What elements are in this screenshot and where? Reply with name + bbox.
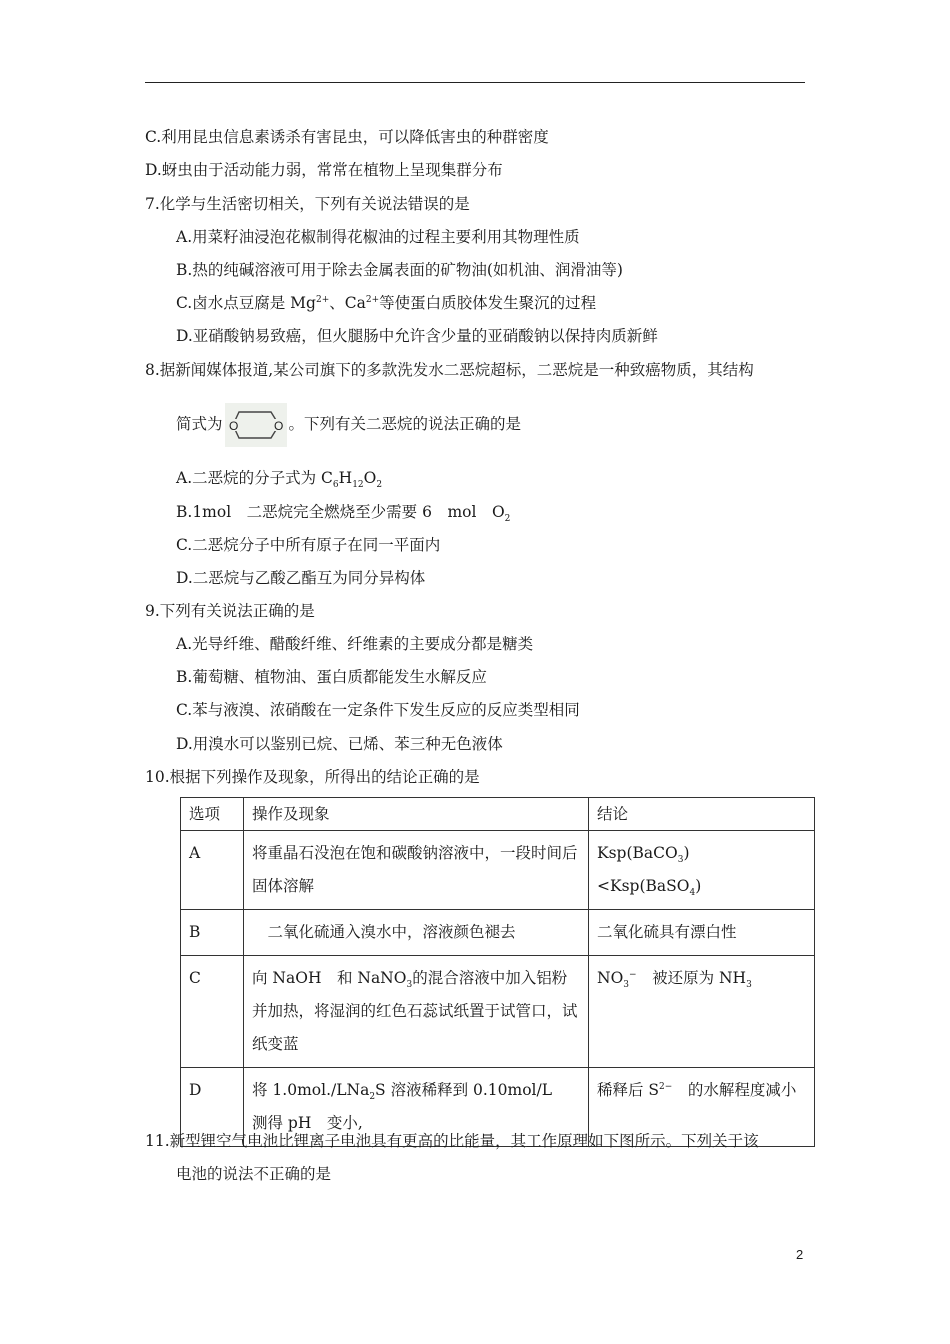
text: B.1mol 二恶烷完全燃烧至少需要 6 mol O xyxy=(176,503,505,521)
ring-oxygen-right: O xyxy=(273,419,283,433)
subscript: 2 xyxy=(376,480,383,491)
subscript: 4 xyxy=(689,888,696,899)
text-line: D.蚜虫由于活动能力弱，常常在植物上呈现集群分布 xyxy=(145,161,503,179)
text: ) xyxy=(695,877,702,895)
option-7d: D.亚硝酸钠易致癌，但火腿肠中允许含少量的亚硝酸钠以保持肉质新鲜 xyxy=(176,327,658,345)
table-row xyxy=(181,910,815,956)
page-number: 2 xyxy=(796,1247,804,1262)
superscript: 2+ xyxy=(315,294,330,305)
text: 等使蛋白质胶体发生聚沉的过程 xyxy=(379,294,597,312)
text: Ksp(BaCO xyxy=(597,844,678,862)
operation-cell: 二氧化硫通入溴水中，溶液颜色褪去 xyxy=(244,910,589,956)
operation-cell: 将重晶石没泡在饱和碳酸钠溶液中，一段时间后固体溶解 xyxy=(244,831,589,910)
question-10: 10.根据下列操作及现象，所得出的结论正确的是 xyxy=(145,768,480,786)
table-row xyxy=(181,831,815,910)
option-9d: D.用溴水可以鉴别已烷、已烯、苯三种无色液体 xyxy=(176,735,503,753)
question-8: 8.据新闻媒体报道,某公司旗下的多款洗发水二恶烷超标，二恶烷是一种致癌物质，其结构 xyxy=(145,361,754,379)
text: C.卤水点豆腐是 Mg xyxy=(176,294,316,312)
table-header-cell: 结论 xyxy=(589,798,815,831)
option-7b: B.热的纯碱溶液可用于除去金属表面的矿物油(如机油、润滑油等) xyxy=(176,261,623,279)
subscript: 6 xyxy=(332,480,339,491)
subscript: 3 xyxy=(406,980,413,991)
subscript: 3 xyxy=(746,980,752,991)
table-header-cell: 操作及现象 xyxy=(244,798,589,831)
question-11: 11.新型锂空气电池比锂离子电池具有更高的比能量，其工作原理如下图所示。下列关于该 xyxy=(145,1132,759,1150)
text: 将 1.0mol./LNa xyxy=(252,1081,370,1099)
conclusion-cell: 二氧化硫具有漂白性 xyxy=(589,910,815,956)
option-7a: A.用菜籽油浸泡花椒制得花椒油的过程主要利用其物理性质 xyxy=(176,228,580,246)
subscript: 12 xyxy=(352,480,364,491)
text: 的混合溶液中加入铝粉并加热，将湿润的红色石蕊试纸置于试管口，试纸变蓝 xyxy=(252,969,578,1053)
option-9a: A.光导纤维、醋酸纤维、纤维素的主要成分都是糖类 xyxy=(176,635,534,653)
text: NO xyxy=(597,969,624,987)
text: ) <Ksp(BaSO xyxy=(597,844,706,895)
subscript: 3 xyxy=(677,855,684,866)
text: O xyxy=(363,469,377,487)
question-8-structure-line xyxy=(176,402,521,447)
text: 。下列有关二恶烷的说法正确的是 xyxy=(288,415,522,433)
option-9b: B.葡萄糖、植物油、蛋白质都能发生水解反应 xyxy=(176,668,487,686)
option-8d: D.二恶烷与乙酸乙酯互为同分异构体 xyxy=(176,569,426,587)
subscript: 3 xyxy=(623,980,630,991)
text: 的水解程度减小 xyxy=(672,1081,797,1099)
option-8c: C.二恶烷分子中所有原子在同一平面内 xyxy=(176,536,441,554)
text-line: C.利用昆虫信息素诱杀有害昆虫，可以降低害虫的种群密度 xyxy=(145,128,549,146)
ring-oxygen-left: O xyxy=(228,419,238,433)
text: A.二恶烷的分子式为 C xyxy=(176,469,333,487)
option-cell: A xyxy=(181,831,244,910)
subscript: 2 xyxy=(504,514,511,525)
text: 被还原为 NH xyxy=(636,969,747,987)
option-9c: C.苯与液溴、浓硝酸在一定条件下发生反应的反应类型相同 xyxy=(176,701,580,719)
question-9: 9.下列有关说法正确的是 xyxy=(145,602,315,620)
conclusion-cell xyxy=(589,831,815,910)
option-7c xyxy=(176,293,596,313)
dioxane-structure-image xyxy=(225,403,287,447)
text: S 溶液稀释到 0.10mol/L 测得 pH 变小, xyxy=(252,1081,568,1132)
results-table xyxy=(180,797,815,1147)
option-cell: C xyxy=(181,956,244,1068)
option-cell: B xyxy=(181,910,244,956)
table-row xyxy=(181,956,815,1068)
superscript: 2− xyxy=(659,1081,673,1092)
table-header-cell: 选项 xyxy=(181,798,244,831)
option-8b xyxy=(176,502,511,525)
header-rule xyxy=(145,82,805,83)
text: H xyxy=(338,469,353,487)
table-header-row xyxy=(181,798,815,831)
option-8a xyxy=(176,468,383,491)
text: 向 NaOH 和 NaNO xyxy=(252,969,407,987)
operation-cell xyxy=(244,956,589,1068)
superscript: − xyxy=(629,969,637,980)
text: 简式为 xyxy=(176,415,223,433)
conclusion-cell xyxy=(589,956,815,1068)
text: 、Ca xyxy=(329,294,366,312)
question-7: 7.化学与生活密切相关，下列有关说法错误的是 xyxy=(145,195,470,213)
text: 稀释后 S xyxy=(597,1081,660,1099)
option-cell: D xyxy=(181,1068,244,1147)
question-11-cont: 电池的说法不正确的是 xyxy=(176,1165,332,1183)
subscript: 2 xyxy=(369,1092,376,1103)
superscript: 2+ xyxy=(365,294,380,305)
